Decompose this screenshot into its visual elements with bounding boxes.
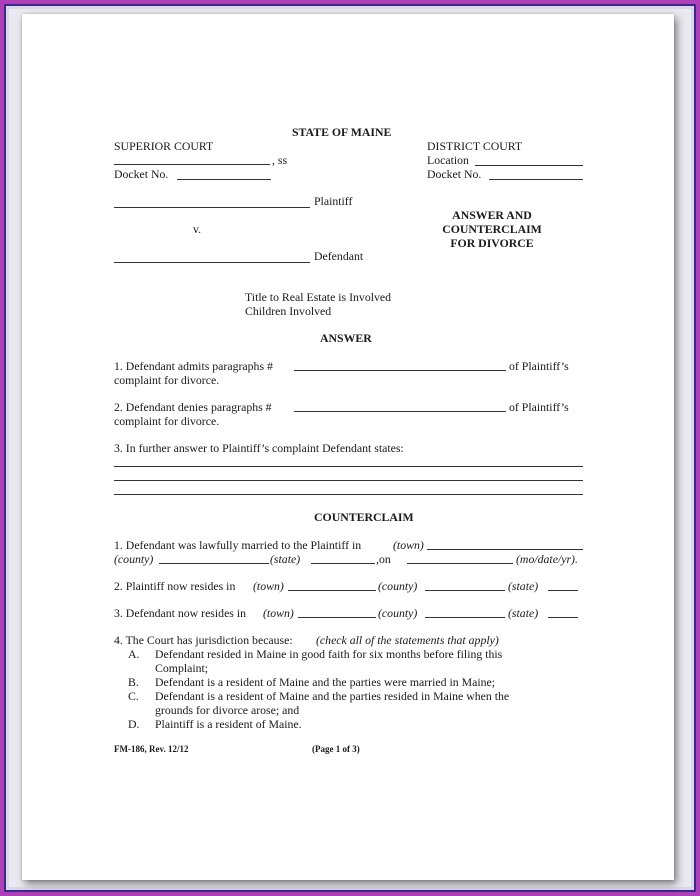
item-a-cont: Complaint; xyxy=(155,661,209,675)
versus-label: v. xyxy=(193,222,202,236)
cc3-text: 3. Defendant now resides in xyxy=(114,606,247,620)
plaintiff-label: Plaintiff xyxy=(314,194,353,208)
plaintiff-blank[interactable] xyxy=(114,207,310,208)
docket-right-blank[interactable] xyxy=(489,179,583,180)
answer-p2-suffix: of Plaintiff’s xyxy=(509,400,569,414)
cc2-town-label: (town) xyxy=(253,579,284,593)
answer-line-1[interactable] xyxy=(114,466,583,467)
cc3-town-label: (town) xyxy=(263,606,294,620)
cc1-state-label: (state) xyxy=(270,552,301,566)
answer-p1-suffix: of Plaintiff’s xyxy=(509,359,569,373)
form-number: FM-186, Rev. 12/12 xyxy=(114,744,189,754)
cc1-text: 1. Defendant was lawfully married to the Plaintiff in xyxy=(114,538,362,552)
ss-label: , ss xyxy=(272,153,288,167)
district-court-label: DISTRICT COURT xyxy=(427,139,523,153)
item-b-letter[interactable]: B. xyxy=(128,675,139,689)
answer-heading: ANSWER xyxy=(320,331,372,345)
form-title-line1: ANSWER AND xyxy=(452,208,532,222)
cc2-county-label: (county) xyxy=(378,579,418,593)
item-c-letter[interactable]: C. xyxy=(128,689,139,703)
item-a-text: Defendant resided in Maine in good faith for six months before filing this xyxy=(155,647,503,661)
children-flag[interactable]: Children Involved xyxy=(245,304,332,318)
marriage-date-blank[interactable] xyxy=(407,563,513,564)
item-d-text: Plaintiff is a resident of Maine. xyxy=(155,717,302,731)
cc4-instruction: (check all of the statements that apply) xyxy=(316,633,499,647)
item-b-text: Defendant is a resident of Maine and the parties were married in Maine; xyxy=(155,675,496,689)
state-heading: STATE OF MAINE xyxy=(292,125,392,139)
form-title-line3: FOR DIVORCE xyxy=(450,236,534,250)
answer-line-2[interactable] xyxy=(114,480,583,481)
form-title-line2: COUNTERCLAIM xyxy=(442,222,542,236)
county-blank[interactable] xyxy=(114,164,270,165)
answer-p3-text: 3. In further answer to Plaintiff’s complaint Defendant states: xyxy=(114,441,404,455)
docket-left-label: Docket No. xyxy=(114,167,169,181)
marriage-town-blank[interactable] xyxy=(427,549,583,550)
defendant-county-blank[interactable] xyxy=(425,617,505,618)
answer-p2-cont: complaint for divorce. xyxy=(114,414,220,428)
cc3-state-label: (state) xyxy=(508,606,539,620)
plaintiff-state-blank[interactable] xyxy=(548,590,578,591)
defendant-label: Defendant xyxy=(314,249,364,263)
plaintiff-county-blank[interactable] xyxy=(425,590,505,591)
marriage-county-blank[interactable] xyxy=(159,563,269,564)
item-c-text: Defendant is a resident of Maine and the parties resided in Maine when the xyxy=(155,689,510,703)
item-a-letter[interactable]: A. xyxy=(128,647,140,661)
answer-line-3[interactable] xyxy=(114,494,583,495)
real-estate-flag[interactable]: Title to Real Estate is Involved xyxy=(245,290,392,304)
page-number: (Page 1 of 3) xyxy=(312,744,360,754)
location-label: Location xyxy=(427,153,469,167)
counterclaim-heading: COUNTERCLAIM xyxy=(314,510,414,524)
cc4-text: 4. The Court has jurisdiction because: xyxy=(114,633,293,647)
answer-p1-text: 1. Defendant admits paragraphs # xyxy=(114,359,273,373)
cc1-county-label: (county) xyxy=(114,552,154,566)
denies-paragraphs-blank[interactable] xyxy=(294,411,506,412)
plaintiff-town-blank[interactable] xyxy=(288,590,376,591)
defendant-state-blank[interactable] xyxy=(548,617,578,618)
cc3-county-label: (county) xyxy=(378,606,418,620)
defendant-town-blank[interactable] xyxy=(298,617,376,618)
cc2-text: 2. Plaintiff now resides in xyxy=(114,579,236,593)
admits-paragraphs-blank[interactable] xyxy=(294,370,506,371)
answer-p2-text: 2. Defendant denies paragraphs # xyxy=(114,400,272,414)
cc1-date-label: (mo/date/yr). xyxy=(516,552,578,566)
cc1-on-label: ,on xyxy=(376,552,391,566)
superior-court-label: SUPERIOR COURT xyxy=(114,139,214,153)
docket-right-label: Docket No. xyxy=(427,167,482,181)
defendant-blank[interactable] xyxy=(114,262,310,263)
document-page xyxy=(22,14,674,880)
cc1-town-label: (town) xyxy=(393,538,424,552)
location-blank[interactable] xyxy=(475,165,583,166)
item-c-cont: grounds for divorce arose; and xyxy=(155,703,300,717)
cc2-state-label: (state) xyxy=(508,579,539,593)
docket-left-blank[interactable] xyxy=(177,179,271,180)
item-d-letter[interactable]: D. xyxy=(128,717,140,731)
answer-p1-cont: complaint for divorce. xyxy=(114,373,220,387)
marriage-state-blank[interactable] xyxy=(311,563,375,564)
